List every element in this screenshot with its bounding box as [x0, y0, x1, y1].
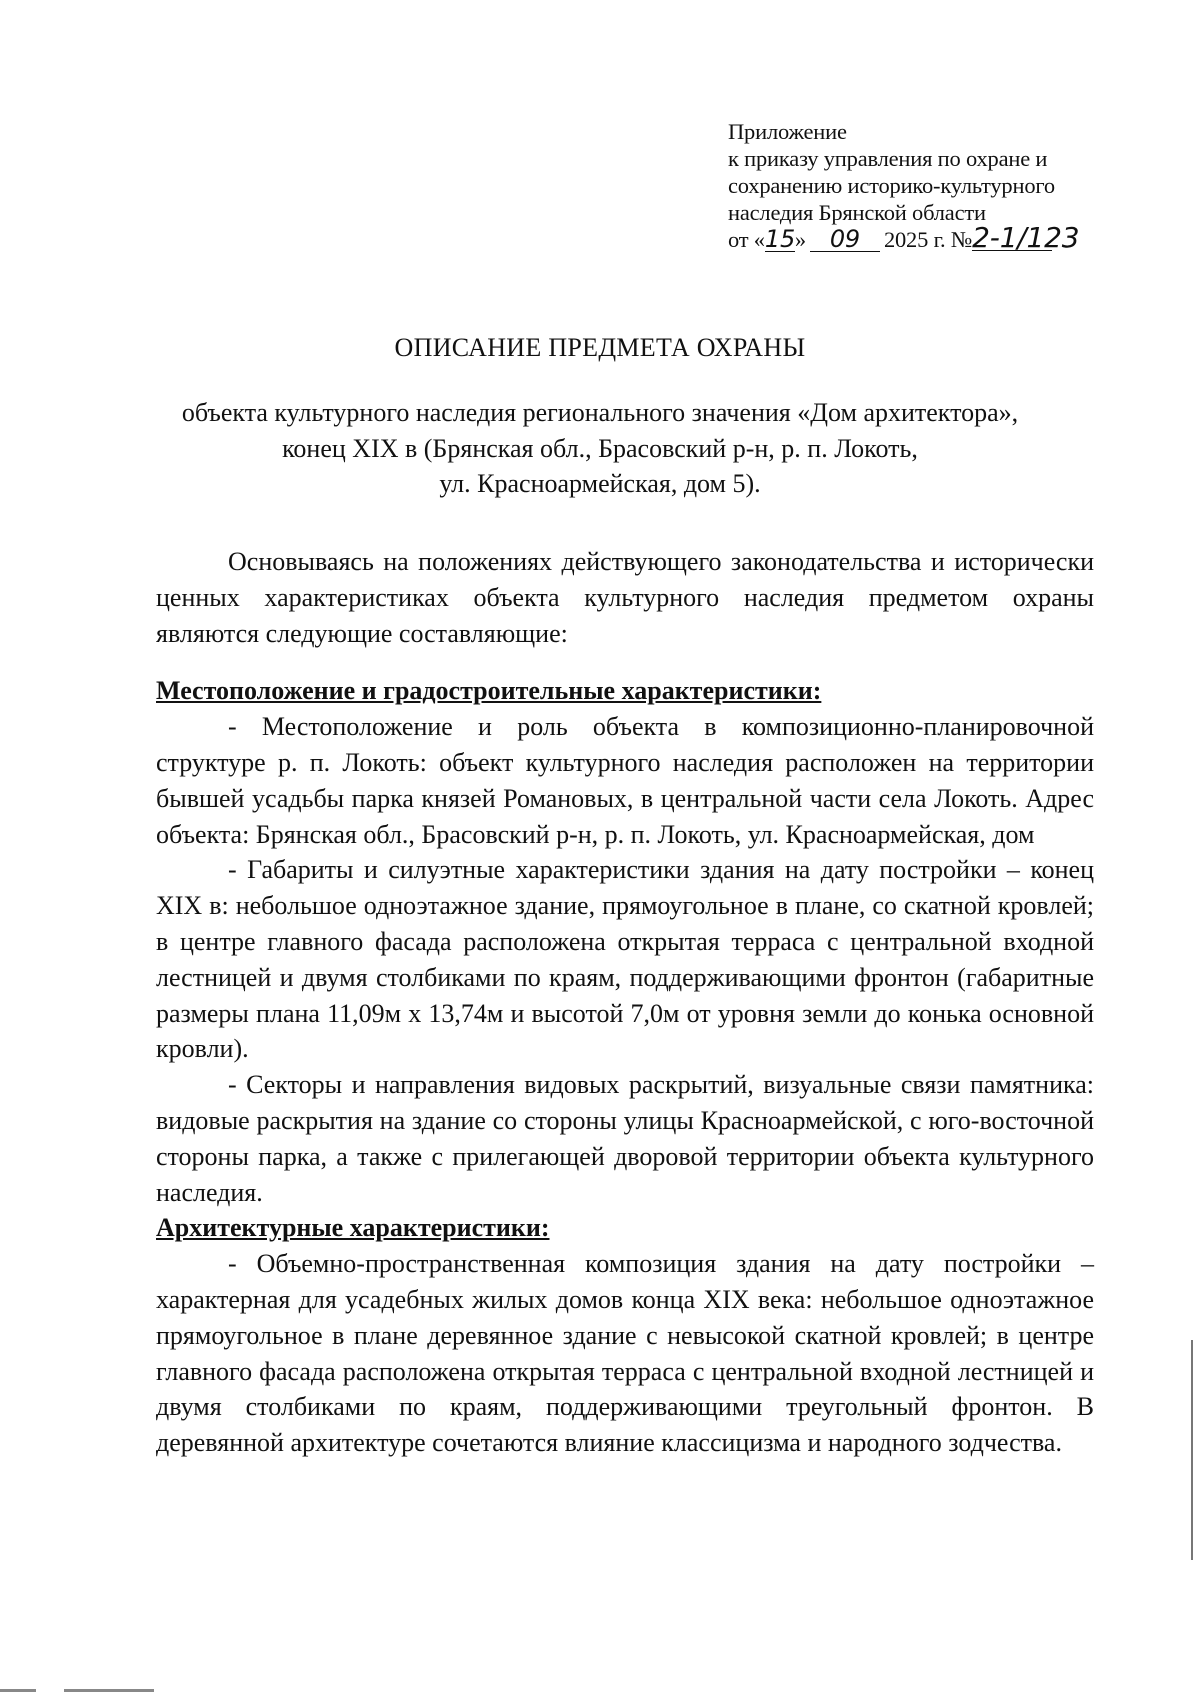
section-heading-architecture: Архитектурные характеристики:	[156, 1213, 550, 1243]
subtitle-line-1: объекта культурного наследия регионального значения «Дом архитектора»,	[181, 398, 1019, 427]
location-item-2: - Габариты и силуэтные характеристики здания на дату постройки – конец XIX в: небольшое одноэтажное здание, прямоугольное в плане, со скатной кровлей; в центре главного фасада расположена открытая терраса с центральной входной лестницей и двумя столбиками по краям, поддерживающими фронтон (габаритные размеры плана 11,09м х 13,74м и высотой 7,0м от уровня земли до конька основной кровли).	[156, 855, 1094, 1064]
intro-paragraph: Основываясь на положениях действующего законодательства и исторически ценных характеристиках объекта культурного наследия предметом охраны являются следующие составляющие:	[156, 547, 1094, 648]
appendix-line-3: сохранению историко-культурного	[728, 173, 1055, 198]
section-heading-location: Местоположение и градостроительные характеристики:	[156, 676, 822, 706]
handwritten-day: 15	[764, 225, 796, 253]
scan-bottom-mark-left	[0, 1689, 36, 1692]
document-subtitle	[150, 395, 1050, 502]
appendix-line-1: Приложение	[728, 119, 847, 144]
document-body	[156, 544, 1094, 1461]
scan-edge-mark	[1191, 1340, 1193, 1560]
scan-bottom-mark	[64, 1689, 154, 1692]
handwritten-order-number: 2-1/123	[972, 221, 1080, 254]
appendix-header	[728, 118, 1128, 253]
architecture-item-1: - Объемно-пространственная композиция здания на дату постройки – характерная для усадебных жилых домов конца XIX века: небольшое одноэтажное прямоугольное в плане деревянное здание с невысокой скатной кровлей; в центре главного фасада расположена открытая терраса с центральной входной лестницей и двумя столбиками по краям, поддерживающими треугольный фронтон. В деревянной архитектуре сочетаются влияние классицизма и народного зодчества.	[156, 1249, 1094, 1458]
date-year: 2025 г. №	[883, 227, 973, 252]
appendix-line-2: к приказу управления по охране и	[728, 146, 1048, 171]
subtitle-line-3: ул. Красноармейская, дом 5).	[439, 469, 761, 498]
handwritten-month: 09	[810, 227, 880, 252]
document-title: ОПИСАНИЕ ПРЕДМЕТА ОХРАНЫ	[394, 333, 806, 362]
date-prefix: от «	[728, 227, 765, 252]
appendix-date-line	[728, 221, 1128, 254]
subtitle-line-2: конец XIX в (Брянская обл., Брасовский р-н, р. п. Локоть,	[282, 433, 918, 463]
appendix-line-4: наследия Брянской области	[728, 200, 986, 225]
location-item-1: - Местоположение и роль объекта в композиционно-планировочной структуре р. п. Локоть: объект культурного наследия расположен на территории бывшей усадьбы парка князей Романовых, в центральной части села Локоть. Адрес объекта: Брянская обл., Брасовский р-н, р. п. Локоть, ул. Красноармейская, дом	[156, 712, 1094, 849]
location-item-3: - Секторы и направления видовых раскрытий, визуальные связи памятника: видовые раскрытия на здание со стороны улицы Красноармейской, с юго-восточной стороны парка, а также с прилегающей дворовой территории объекта культурного наследия.	[156, 1070, 1094, 1207]
date-mid: »	[794, 227, 806, 252]
